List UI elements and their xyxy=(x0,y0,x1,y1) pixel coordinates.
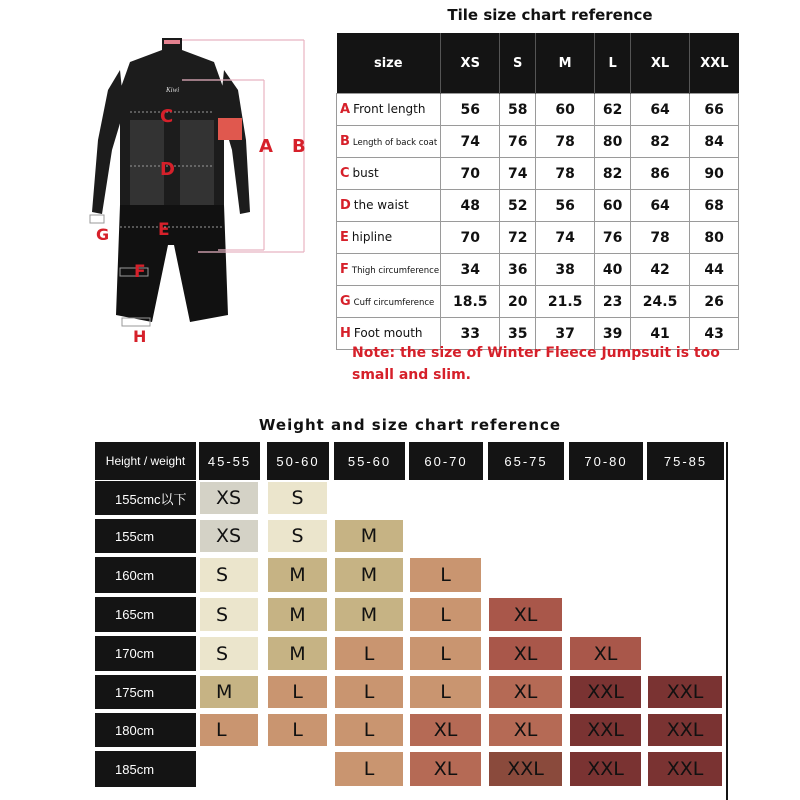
size-cell: XS xyxy=(200,482,258,514)
size-value: 35 xyxy=(500,318,536,350)
size-cell: L xyxy=(410,598,481,631)
size-value: 78 xyxy=(535,158,594,190)
size-value: 72 xyxy=(500,222,536,254)
size-value: 64 xyxy=(630,190,689,222)
size-header-cell: size xyxy=(337,33,441,94)
size-value: 56 xyxy=(441,94,500,126)
size-value: 40 xyxy=(595,254,631,286)
size-value: 78 xyxy=(535,126,594,158)
measure-label xyxy=(337,222,441,254)
letter-g: G xyxy=(96,225,110,244)
size-cell: XL xyxy=(489,598,562,631)
size-row xyxy=(337,190,739,222)
measure-name: Cuff circumference xyxy=(353,298,435,308)
size-cell: S xyxy=(200,558,258,592)
size-value: 68 xyxy=(690,190,739,222)
size-value: 42 xyxy=(630,254,689,286)
measure-name: Thigh circumference xyxy=(351,266,440,276)
size-value: 39 xyxy=(595,318,631,350)
measure-letter: D xyxy=(340,198,351,213)
size-value: 60 xyxy=(595,190,631,222)
size-value: 56 xyxy=(535,190,594,222)
size-cell: L xyxy=(268,714,327,746)
height-label: 165cm xyxy=(95,597,196,632)
size-cell: L xyxy=(410,676,481,708)
size-value: 90 xyxy=(690,158,739,190)
size-row xyxy=(337,222,739,254)
measure-label xyxy=(337,254,441,286)
measure-name: Length of back coat xyxy=(352,138,438,148)
chest-logo: Kiwi xyxy=(166,86,180,94)
height-label: 155cmc以下 xyxy=(95,481,196,515)
measure-letter: F xyxy=(340,262,349,277)
size-cell: S xyxy=(268,520,327,552)
size-cell: L xyxy=(335,714,403,746)
letter-e: E xyxy=(158,220,170,240)
size-cell: M xyxy=(335,598,403,631)
weight-corner-header: Height / weight xyxy=(95,442,196,480)
size-cell: M xyxy=(335,558,403,592)
size-cell: XXL xyxy=(648,714,722,746)
letter-h: H xyxy=(133,327,147,346)
weight-size-title: Weight and size chart reference xyxy=(258,416,562,434)
letter-b: B xyxy=(292,136,306,157)
size-cell: XS xyxy=(200,520,258,552)
size-value: 74 xyxy=(535,222,594,254)
size-cell: L xyxy=(335,752,403,786)
measure-name: Foot mouth xyxy=(353,326,423,340)
size-value: 80 xyxy=(595,126,631,158)
size-cell: S xyxy=(200,637,258,670)
size-cell: M xyxy=(268,558,327,592)
note-line-2: small and slim. xyxy=(352,367,471,383)
size-cell: XL xyxy=(489,714,562,746)
size-value: 33 xyxy=(441,318,500,350)
size-header-cell: S xyxy=(500,33,536,94)
size-cell: L xyxy=(268,676,327,708)
weight-header: 70-80 xyxy=(569,442,643,480)
size-value: 38 xyxy=(535,254,594,286)
size-value: 26 xyxy=(690,286,739,318)
size-value: 58 xyxy=(500,94,536,126)
measure-name: hipline xyxy=(351,230,393,244)
measure-letter: C xyxy=(340,166,350,181)
right-black-bar xyxy=(726,442,728,800)
size-value: 74 xyxy=(500,158,536,190)
size-value: 84 xyxy=(690,126,739,158)
size-value: 52 xyxy=(500,190,536,222)
weight-header: 75-85 xyxy=(647,442,724,480)
measure-name: Front length xyxy=(353,102,426,116)
size-header-cell: XXL xyxy=(690,33,739,94)
weight-header: 65-75 xyxy=(488,442,564,480)
height-label: 170cm xyxy=(95,636,196,671)
letter-d: D xyxy=(160,159,175,180)
size-value: 41 xyxy=(630,318,689,350)
size-value: 76 xyxy=(500,126,536,158)
size-value: 21.5 xyxy=(535,286,594,318)
size-cell: L xyxy=(335,637,403,670)
size-value: 18.5 xyxy=(441,286,500,318)
height-label: 180cm xyxy=(95,713,196,747)
note-line-1: Note: the size of Winter Fleece Jumpsuit is too xyxy=(352,345,720,361)
size-value: 70 xyxy=(441,222,500,254)
size-row xyxy=(337,158,739,190)
size-value: 48 xyxy=(441,190,500,222)
measure-label xyxy=(337,286,441,318)
weight-header: 55-60 xyxy=(334,442,405,480)
size-value: 82 xyxy=(630,126,689,158)
size-cell: L xyxy=(335,676,403,708)
size-value: 76 xyxy=(595,222,631,254)
size-value: 24.5 xyxy=(630,286,689,318)
size-header-row xyxy=(337,33,739,94)
size-header-cell: M xyxy=(535,33,594,94)
weight-header: 60-70 xyxy=(409,442,483,480)
size-value: 74 xyxy=(441,126,500,158)
size-value: 64 xyxy=(630,94,689,126)
size-value: 82 xyxy=(595,158,631,190)
size-cell: XXL xyxy=(648,676,722,708)
size-row xyxy=(337,94,739,126)
size-cell: XXL xyxy=(570,714,641,746)
size-cell: XL xyxy=(489,637,562,670)
size-cell: M xyxy=(335,520,403,552)
size-value: 62 xyxy=(595,94,631,126)
size-header-cell: L xyxy=(595,33,631,94)
size-value: 34 xyxy=(441,254,500,286)
size-cell: M xyxy=(268,637,327,670)
size-value: 78 xyxy=(630,222,689,254)
measure-letter: A xyxy=(340,102,351,117)
size-cell: XXL xyxy=(570,752,641,786)
measure-label xyxy=(337,158,441,190)
size-cell: XL xyxy=(410,752,481,786)
size-value: 36 xyxy=(500,254,536,286)
letter-a: A xyxy=(259,136,273,157)
size-header-cell: XL xyxy=(630,33,689,94)
size-value: 60 xyxy=(535,94,594,126)
measure-name: bust xyxy=(352,166,379,180)
size-value: 70 xyxy=(441,158,500,190)
size-cell: XXL xyxy=(648,752,722,786)
measure-letter: E xyxy=(340,230,349,245)
height-label: 185cm xyxy=(95,751,196,787)
letter-c: C xyxy=(160,106,174,127)
measure-letter: B xyxy=(340,134,350,149)
size-value: 86 xyxy=(630,158,689,190)
weight-header: 45-55 xyxy=(199,442,260,480)
measure-letter: G xyxy=(340,294,351,309)
measure-name: the waist xyxy=(353,198,409,212)
size-value: 20 xyxy=(500,286,536,318)
size-cell: L xyxy=(410,558,481,592)
size-cell: S xyxy=(200,598,258,631)
size-cell: XL xyxy=(570,637,641,670)
size-row xyxy=(337,126,739,158)
weight-header: 50-60 xyxy=(267,442,329,480)
size-cell: M xyxy=(200,676,258,708)
size-cell: L xyxy=(410,637,481,670)
size-value: 23 xyxy=(595,286,631,318)
letter-f: F xyxy=(134,262,146,282)
size-cell: XXL xyxy=(489,752,562,786)
size-row xyxy=(337,286,739,318)
size-header-cell: XS xyxy=(441,33,500,94)
size-value: 66 xyxy=(690,94,739,126)
size-cell: S xyxy=(268,482,327,514)
size-cell: M xyxy=(268,598,327,631)
height-label: 175cm xyxy=(95,675,196,709)
size-row xyxy=(337,254,739,286)
size-chart-table xyxy=(336,33,739,350)
size-cell: L xyxy=(200,714,258,746)
size-value: 37 xyxy=(535,318,594,350)
measure-label xyxy=(337,94,441,126)
size-value: 80 xyxy=(690,222,739,254)
height-label: 155cm xyxy=(95,519,196,553)
size-value: 44 xyxy=(690,254,739,286)
jumpsuit-figure xyxy=(78,30,328,350)
size-value: 43 xyxy=(690,318,739,350)
size-cell: XL xyxy=(410,714,481,746)
tile-size-title: Tile size chart reference xyxy=(447,6,653,24)
height-label: 160cm xyxy=(95,557,196,593)
measure-letter: H xyxy=(340,326,351,341)
size-note xyxy=(352,342,752,386)
size-cell: XXL xyxy=(570,676,641,708)
measure-label xyxy=(337,190,441,222)
measure-label xyxy=(337,126,441,158)
size-cell: XL xyxy=(489,676,562,708)
